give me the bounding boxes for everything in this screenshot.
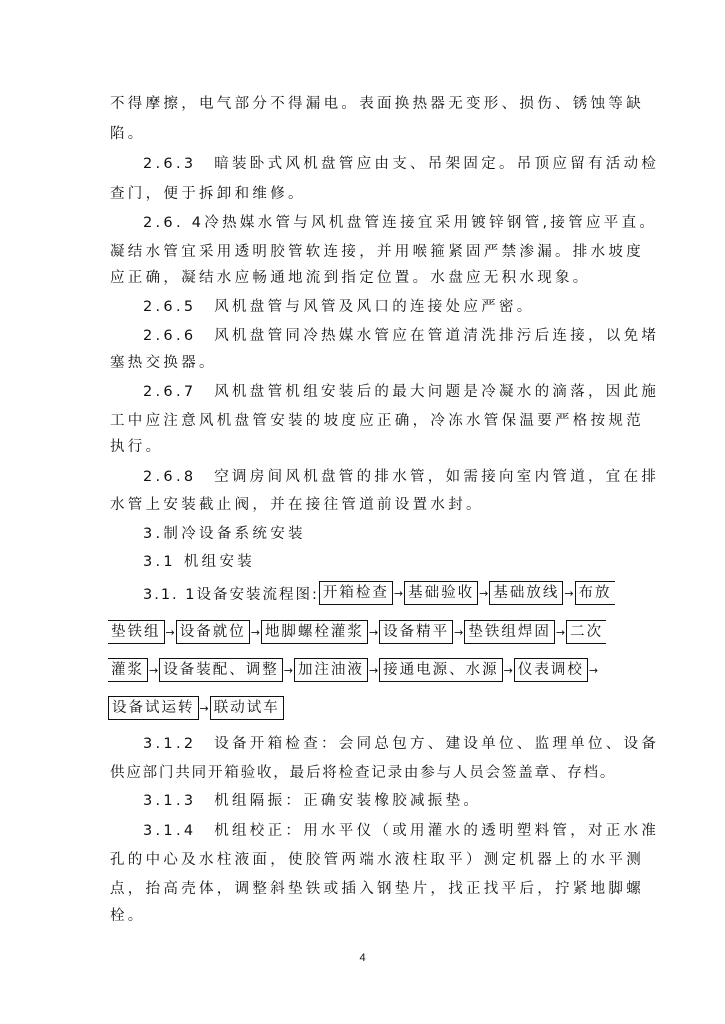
text-line: 2.6. 4冷热媒水管与风机盘管连接宜采用镀锌钢管,接管应平直。 xyxy=(143,215,658,231)
arrow-icon: → xyxy=(564,586,574,600)
text-line: 查门，便于拆卸和维修。 xyxy=(110,186,306,202)
text-line: 应正确，凝结水应畅通地流到指定位置。水盘应无积水现象。 xyxy=(110,270,591,286)
arrow-icon: → xyxy=(149,663,159,677)
flow-step-unpack-inspect: 开箱检查 xyxy=(319,581,393,605)
text-line: 供应部门共同开箱验收，最后将检查记录由参与人员会签盖章、存档。 xyxy=(110,765,616,781)
flowchart-row-1 xyxy=(143,581,616,605)
text-line: 3.1.3 机组隔振：正确安装橡胶减振垫。 xyxy=(143,793,482,809)
flow-step-shim-part2: 垫铁组 xyxy=(108,620,165,644)
flow-step-shim-welding: 垫铁组焊固 xyxy=(464,620,555,644)
text-line: 不得摩擦，电气部分不得漏电。表面换热器无变形、损伤、锈蚀等缺 xyxy=(110,96,644,112)
text-line: 2.6.3 暗装卧式风机盘管应由支、吊架固定。吊顶应留有活动检 xyxy=(143,156,660,172)
flow-step-fine-leveling: 设备精平 xyxy=(379,620,453,644)
text-line: 孔的中心及水柱液面，使胶管两端水液柱取平）测定机器上的水平测 xyxy=(110,852,644,868)
flow-step-trial-run: 设备试运转 xyxy=(108,696,199,720)
text-line: 2.6.8 空调房间风机盘管的排水管，如需接向室内管道，宜在排 xyxy=(143,469,660,485)
text-line: 栓。 xyxy=(110,908,146,924)
text-line: 执行。 xyxy=(110,439,164,455)
text-line: 工中应注意风机盘管安装的坡度应正确，冷冻水管保温要严格按规范 xyxy=(110,413,644,429)
flow-step-foundation-acceptance: 基础验收 xyxy=(404,581,478,605)
arrow-icon: → xyxy=(199,701,209,715)
flow-step-foundation-layout: 基础放线 xyxy=(489,581,563,605)
flow-step-linked-test: 联动试车 xyxy=(210,696,284,720)
flowchart-row-4 xyxy=(108,696,620,720)
flow-step-secondary-grout-part1: 二次 xyxy=(566,620,606,644)
text-line: 2.6.7 风机盘管机组安装后的最大问题是冷凝水的滴落，因此施 xyxy=(143,384,660,400)
subsection-heading: 3.1 机组安装 xyxy=(143,554,256,570)
flow-step-connect-power-water: 接通电源、水源 xyxy=(379,658,503,682)
text-line: 点，抬高壳体，调整斜垫铁或插入钢垫片，找正找平后，拧紧地脚螺 xyxy=(110,881,644,897)
flowchart-row-2 xyxy=(108,620,620,644)
flow-step-assembly-adjust: 设备装配、调整 xyxy=(159,658,283,682)
flow-step-equipment-placement: 设备就位 xyxy=(176,620,250,644)
text-line: 水管上安装截止阀，并在接往管道前设置水封。 xyxy=(110,497,484,513)
flow-step-add-oil: 加注油液 xyxy=(294,658,368,682)
text-line: 陷。 xyxy=(110,126,146,142)
arrow-icon: → xyxy=(503,663,513,677)
arrow-icon: → xyxy=(368,663,379,677)
text-line: 2.6.6 风机盘管同冷热媒水管应在管道清洗排污后连接，以免堵 xyxy=(143,328,660,344)
page-number: 4 xyxy=(359,952,366,964)
text-line: 凝结水管宜采用透明胶管软连接，并用喉箍紧固严禁渗漏。排水坡度 xyxy=(110,244,644,260)
arrow-icon: → xyxy=(555,625,566,639)
arrow-icon: → xyxy=(368,625,379,639)
arrow-icon: → xyxy=(165,625,175,639)
text-line: 3.1.2 设备开箱检查：会同总包方、建设单位、监理单位、设备 xyxy=(143,736,660,752)
arrow-icon: → xyxy=(393,586,404,600)
flowchart-row-3 xyxy=(108,658,620,682)
flow-step-anchor-grouting: 地脚螺栓灌浆 xyxy=(261,620,368,644)
arrow-icon: → xyxy=(588,663,599,677)
arrow-icon: → xyxy=(250,625,260,639)
arrow-icon: → xyxy=(454,625,464,639)
section-heading: 3.制冷设备系统安装 xyxy=(143,526,306,542)
flow-step-secondary-grout-part2: 灌浆 xyxy=(108,658,148,682)
text-line: 2.6.5 风机盘管与风管及风口的连接处应严密。 xyxy=(143,299,535,315)
text-line: 3.1.4 机组校正：用水平仪（或用灌水的透明塑料管，对正水准 xyxy=(143,823,660,839)
flow-step-shim-part1: 布放 xyxy=(575,581,615,605)
text-line: 塞热交换器。 xyxy=(110,355,217,371)
arrow-icon: → xyxy=(479,586,489,600)
arrow-icon: → xyxy=(283,663,293,677)
flow-step-instrument-calibration: 仪表调校 xyxy=(514,658,588,682)
flowchart-intro: 3.1. 1设备安装流程图: xyxy=(143,586,319,603)
